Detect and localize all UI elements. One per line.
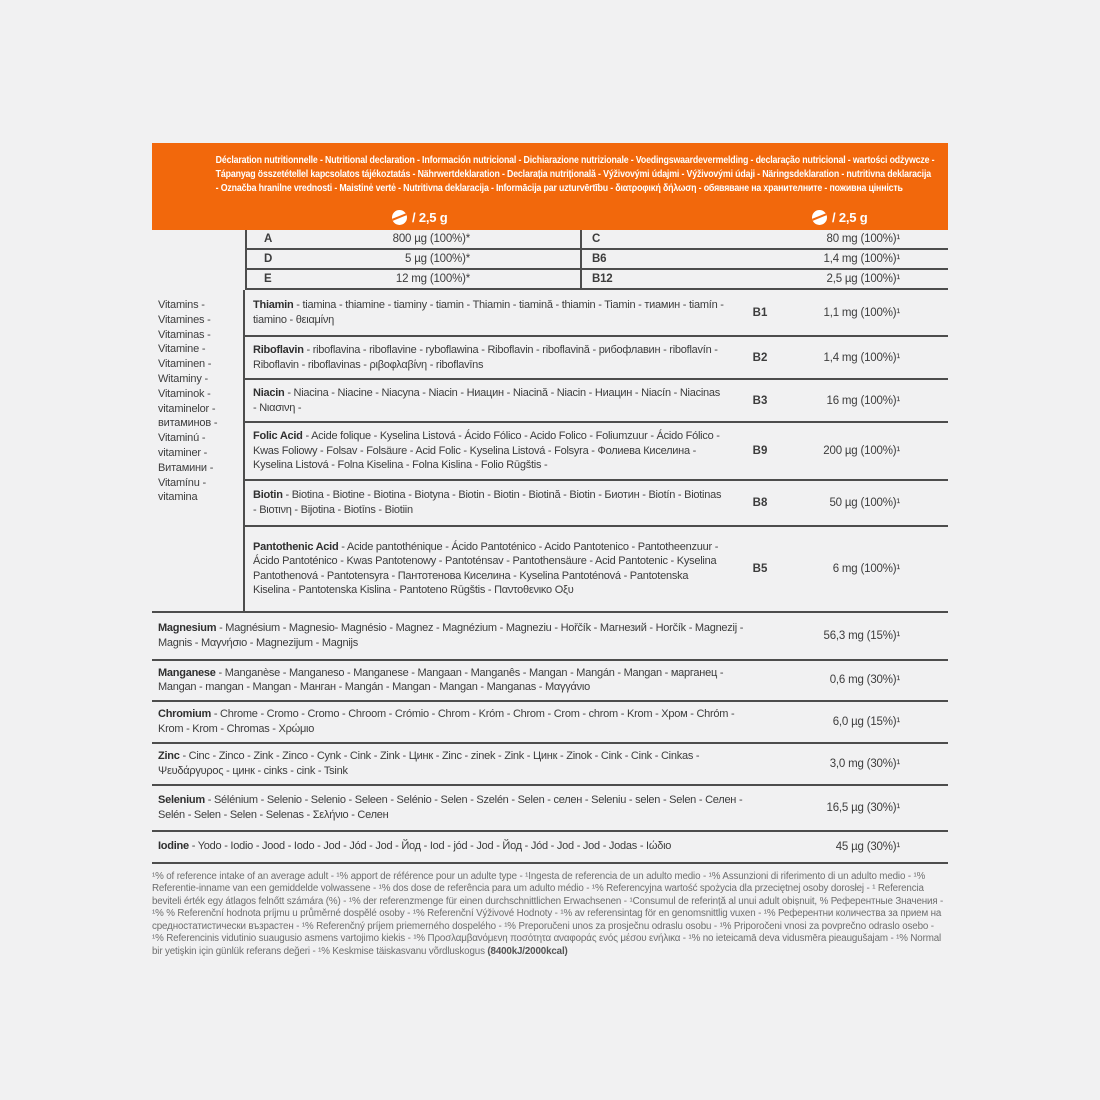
vitamin-name: [245, 482, 730, 523]
vitamins-section-label: Vitamins - Vitamines - Vitaminas - Vitamine - Vitaminen - Witaminy - Vitaminok - vitaminelor - витаминов - Vitaminú - vitaminer - Витамини - Vitamínu - vitamina: [158, 299, 218, 504]
mineral-name-lead: Zinc: [158, 750, 180, 762]
table-row: [247, 270, 948, 290]
vitamin-code: B2: [752, 351, 768, 364]
mineral-name-lead: Iodine: [158, 840, 189, 853]
table-cell-group: [247, 270, 580, 290]
mineral-name-lead: Manganese: [158, 666, 216, 679]
vitamin-code: D: [264, 253, 273, 265]
vitamin-name-translations: - Acide folique - Kyselina Listová - Ácido Fólico - Acido Folico - Foliumzuur - Ácido Fólico - Kwas Foliowy - Folsav - Folsäure - Acid Folic - Kyselina Listová - Folsyra - Фолиева Киселина - Kyselina Listová - Folna Kiselina - Folna Kislina - Folio Rūgštis -: [253, 430, 720, 471]
mineral-value: 6,0 µg (15%)¹: [832, 715, 900, 728]
vitamin-value: 16 mg (100%)¹: [826, 394, 900, 407]
table-row-iodine: [152, 832, 948, 864]
mineral-value: 3,0 mg (30%)¹: [829, 757, 900, 770]
vitamin-value: 50 µg (100%)¹: [829, 496, 900, 509]
vitamin-value: 200 µg (100%)¹: [823, 444, 900, 457]
table-row-biotin: [245, 481, 948, 527]
vitamin-name: [245, 534, 730, 604]
mineral-value: 0,6 mg (30%)¹: [829, 674, 900, 686]
vitamin-code: B8: [752, 496, 768, 509]
mineral-name: [152, 834, 770, 859]
vitamin-value: 5 µg (100%)*: [405, 253, 470, 265]
vitamin-value: 80 mg (100%)¹: [826, 233, 900, 245]
vitamin-name-translations: - riboflavina - riboflavine - ryboflawina - Riboflavin - riboflavină - рибофлавин - riboflavín - Riboflavin - riboflavinas - ριβοφλαβίνη - riboflavīns: [253, 344, 718, 371]
mineral-name-translations: - Chrome - Cromo - Cromo - Chroom - Crómio - Chrom - Króm - Chrom - Crom - chrom - Krom - Хром - Chróm - Krom - Krom - Chromas - Χρώμιο: [158, 708, 735, 735]
table-row-manganese: [152, 661, 948, 702]
vitamin-code: B1: [752, 306, 768, 319]
vitamin-name-lead: Biotin: [253, 489, 283, 501]
vitamin-name-lead: Niacin: [253, 387, 285, 399]
mineral-name-translations: - Manganèse - Manganeso - Manganese - Mangaan - Manganês - Mangan - Mangán - Mangan - марганец - Mangan - mangan - Mangan - Манган - Mangán - Mangan - Mangan - Manganas - Μαγγάνιο: [158, 666, 724, 693]
mineral-name: [152, 616, 770, 655]
table-cell-group: [580, 270, 948, 290]
vitamins-section: [152, 290, 948, 613]
footnote-text: ¹% of reference intake of an average adult - ¹% apport de référence pour un adulte type - ¹Ingesta de referencia de un adulto medio - ¹% Assunzioni di riferimento di un adulto medio - ¹% Referentie-inname van een gemiddelde volwassene - ¹% dos dose de referência para um adulto médio - ¹% Referencyjna wartość spożycia dla przeciętnej osoby dorosłej - ¹ Referencia beviteli érték egy átlagos felnőtt számára (%) - ¹% der referenzmenge für einen durchschnittlichen Erwachsenen - ¹Consumul de referință al unui adult obișnuit, % Референтные Значения - ¹% % Referenční hodnota príjmu u průměrné dospělé osoby - ¹% Referenční Výživové Hodnoty - ¹% av referensintag för en genomsnittlig vuxen - ¹% Референтни количества за прием на средностатистически възрастен - ¹% Referenčný príjem priemerného dospelého - ¹% Preporučeni unos za prosječnu odraslu osobu - ¹% Priporočeni vnosi za povprečno odraslo osebo - ¹% Referencinis vidutinio suaugusio asmens vartojimo kiekis - ¹% Προσλαμβανόμενη ποσότητα αναφοράς ενός μέσου ενήλικα - ¹% no ieteicamā deva vidusmēra pieaugušajam - ¹% Normal bir yetişkin için günlük referans değeri - ¹% Keskmise täiskasvanu võrdluskogus: [152, 870, 944, 958]
banner-text: [152, 143, 948, 195]
vitamin-code: B9: [752, 444, 768, 457]
vitamin-name-translations: - Niacina - Niacine - Niacyna - Niacin - Ниацин - Niacină - Niacin - Ниацин - Niacín - Niacinas - Νιασινη -: [253, 387, 721, 414]
table-row-niacin: [245, 380, 948, 423]
banner-line: Tápanyag összetétellel kapcsolatos tájékoztatás - Nährwertdeklaration - Declarația nutrițională - Výživovými údajmi - Výživovými údaji - Näringsdeklaration - nutritivna deklaracija: [215, 167, 931, 180]
mineral-name-translations: - Cinc - Zinco - Zink - Zinco - Cynk - Cink - Zink - Цинк - Zinc - zinek - Zink - Цинк - Zinok - Cink - Cink - Cinkas - Ψευδάργυρος - цинк - cinks - cink - Tsink: [158, 750, 700, 777]
vitamin-code: A: [264, 233, 273, 245]
vitamin-value: 2,5 µg (100%)¹: [826, 273, 900, 285]
vitamin-name: [245, 337, 730, 378]
vitamin-name: [245, 423, 730, 479]
table-cell-group: [580, 230, 948, 250]
mineral-value: 45 µg (30%)¹: [835, 840, 900, 853]
mineral-name: [152, 702, 770, 741]
serving-size-left: [392, 210, 447, 225]
vitamin-name: [245, 380, 730, 421]
vitamin-name: [245, 292, 730, 333]
mineral-name-translations: - Magnésium - Magnesio- Magnésio - Magnez - Magnézium - Magneziu - Hořčík - Магнезий - Horčík - Magnezij - Magnis - Μαγνήσιο - Magnezijum - Magnijs: [158, 622, 744, 649]
vitamin-name-lead: Riboflavin: [253, 344, 304, 356]
table-row-thiamin: [245, 290, 948, 337]
vitamin-name-lead: Folic Acid: [253, 430, 303, 442]
table-row-zinc: [152, 744, 948, 786]
serving-size-right: [812, 210, 867, 225]
vitamin-value: 800 µg (100%)*: [392, 233, 470, 245]
table-row-folic-acid: [245, 423, 948, 481]
vitamin-value: 6 mg (100%)¹: [832, 562, 900, 575]
mineral-name-lead: Selenium: [158, 794, 205, 806]
nutrition-label: [152, 143, 948, 959]
vitamin-name-translations: - Biotina - Biotine - Biotina - Biotyna - Biotin - Biotin - Biotină - Biotin - Биотин - Biotín - Biotinas - Βιοτινη - Bijotina - Biotīns - Biotiin: [253, 489, 722, 516]
banner-line: Déclaration nutritionnelle - Nutritional declaration - Información nutricional - Dichiarazione nutrizionale - Voedingswaardevermelding - declaração nutricional - wartości odżywcze -: [215, 154, 935, 166]
mineral-name-lead: Chromium: [158, 708, 211, 720]
vitamin-name-lead: Thiamin: [253, 299, 294, 311]
serving-size-label: / 2,5 g: [412, 210, 448, 225]
vitamin-value: 1,4 mg (100%)¹: [823, 253, 900, 265]
vitamin-code: B5: [752, 562, 768, 575]
vitamin-code: E: [264, 273, 272, 285]
table-row-magnesium: [152, 613, 948, 661]
vitamin-code: B12: [592, 273, 613, 285]
vitamin-name-translations: - tiamina - thiamine - tiaminy - tiamin - Thiamin - tiamină - thiamin - Tiamin - тиамин - tiamín - tiamino - θειαμίνη: [253, 299, 724, 326]
vitamin-name-translations: - Acide pantothénique - Ácido Pantoténico - Acido Pantotenico - Pantotheenzuur - Ácido Pantoténico - Kwas Pantotenowy - Pantoténsav - Pantothensäure - Acid Pantotenic - Kyselina Pantothenová - Pantotensyra - Пантотенова Киселина - Kyselina Pantoténová - Pantotenska Kiselina - Pantotenska Kislina - Pantoteno Rūgštis - Παντοθενικο Οξυ: [253, 540, 719, 596]
vitamin-code: C: [592, 233, 601, 245]
table-row: [247, 230, 948, 250]
vitamin-name-lead: Pantothenic Acid: [253, 540, 339, 553]
mineral-name: [152, 661, 770, 700]
serving-size-label: / 2,5 g: [832, 210, 868, 225]
vitamin-code: B6: [592, 253, 607, 265]
mineral-name: [152, 788, 770, 827]
table-cell-group: [580, 250, 948, 270]
table-row-selenium: [152, 786, 948, 832]
vitamin-value: 12 mg (100%)*: [395, 273, 470, 285]
mineral-name-lead: Magnesium: [158, 622, 217, 634]
vitamin-value: 1,1 mg (100%)¹: [823, 306, 900, 319]
tablet-icon: [812, 210, 827, 225]
reference-intake-footnote: [152, 871, 948, 959]
table-row-chromium: [152, 702, 948, 744]
footnote-energy-value: (8400kJ/2000kcal): [487, 946, 568, 958]
vitamin-code: B3: [752, 394, 768, 407]
vitamin-letters-table: [245, 230, 948, 290]
tablet-icon: [392, 210, 407, 225]
mineral-name-translations: - Sélénium - Selenio - Selenio - Seleen - Selénio - Selen - Szelén - Selen - селен - Seleniu - selen - Selen - Селен - Selén - Selen - Selen - Selenas - Σελήνιο - Селен: [158, 794, 743, 821]
table-cell-group: [247, 230, 580, 250]
vitamin-value: 1,4 mg (100%)¹: [823, 351, 900, 364]
mineral-value: 56,3 mg (15%)¹: [823, 629, 900, 642]
mineral-value: 16,5 µg (30%)¹: [826, 801, 900, 814]
table-row-pantothenic-acid: [245, 527, 948, 611]
table-row: [247, 250, 948, 270]
table-cell-group: [247, 250, 580, 270]
banner-line: - Označba hranilne vrednosti - Maistinė vertė - Nutritivna deklaracija - Informācija par uzturvērtību - διατροφική δήλωση - обявяване на хранителните - поживна цінність: [215, 181, 903, 194]
vitamins-rows: [243, 290, 948, 611]
table-row-riboflavin: [245, 337, 948, 380]
nutrition-declaration-banner: [152, 143, 948, 230]
mineral-name-translations: - Yodo - Iodio - Jood - Iodo - Jod - Jód - Jod - Йод - Iod - jód - Jod - Йод - Jód - Jod - Jod - Jodas - Ιώδιο: [191, 840, 672, 853]
mineral-name: [152, 744, 770, 783]
